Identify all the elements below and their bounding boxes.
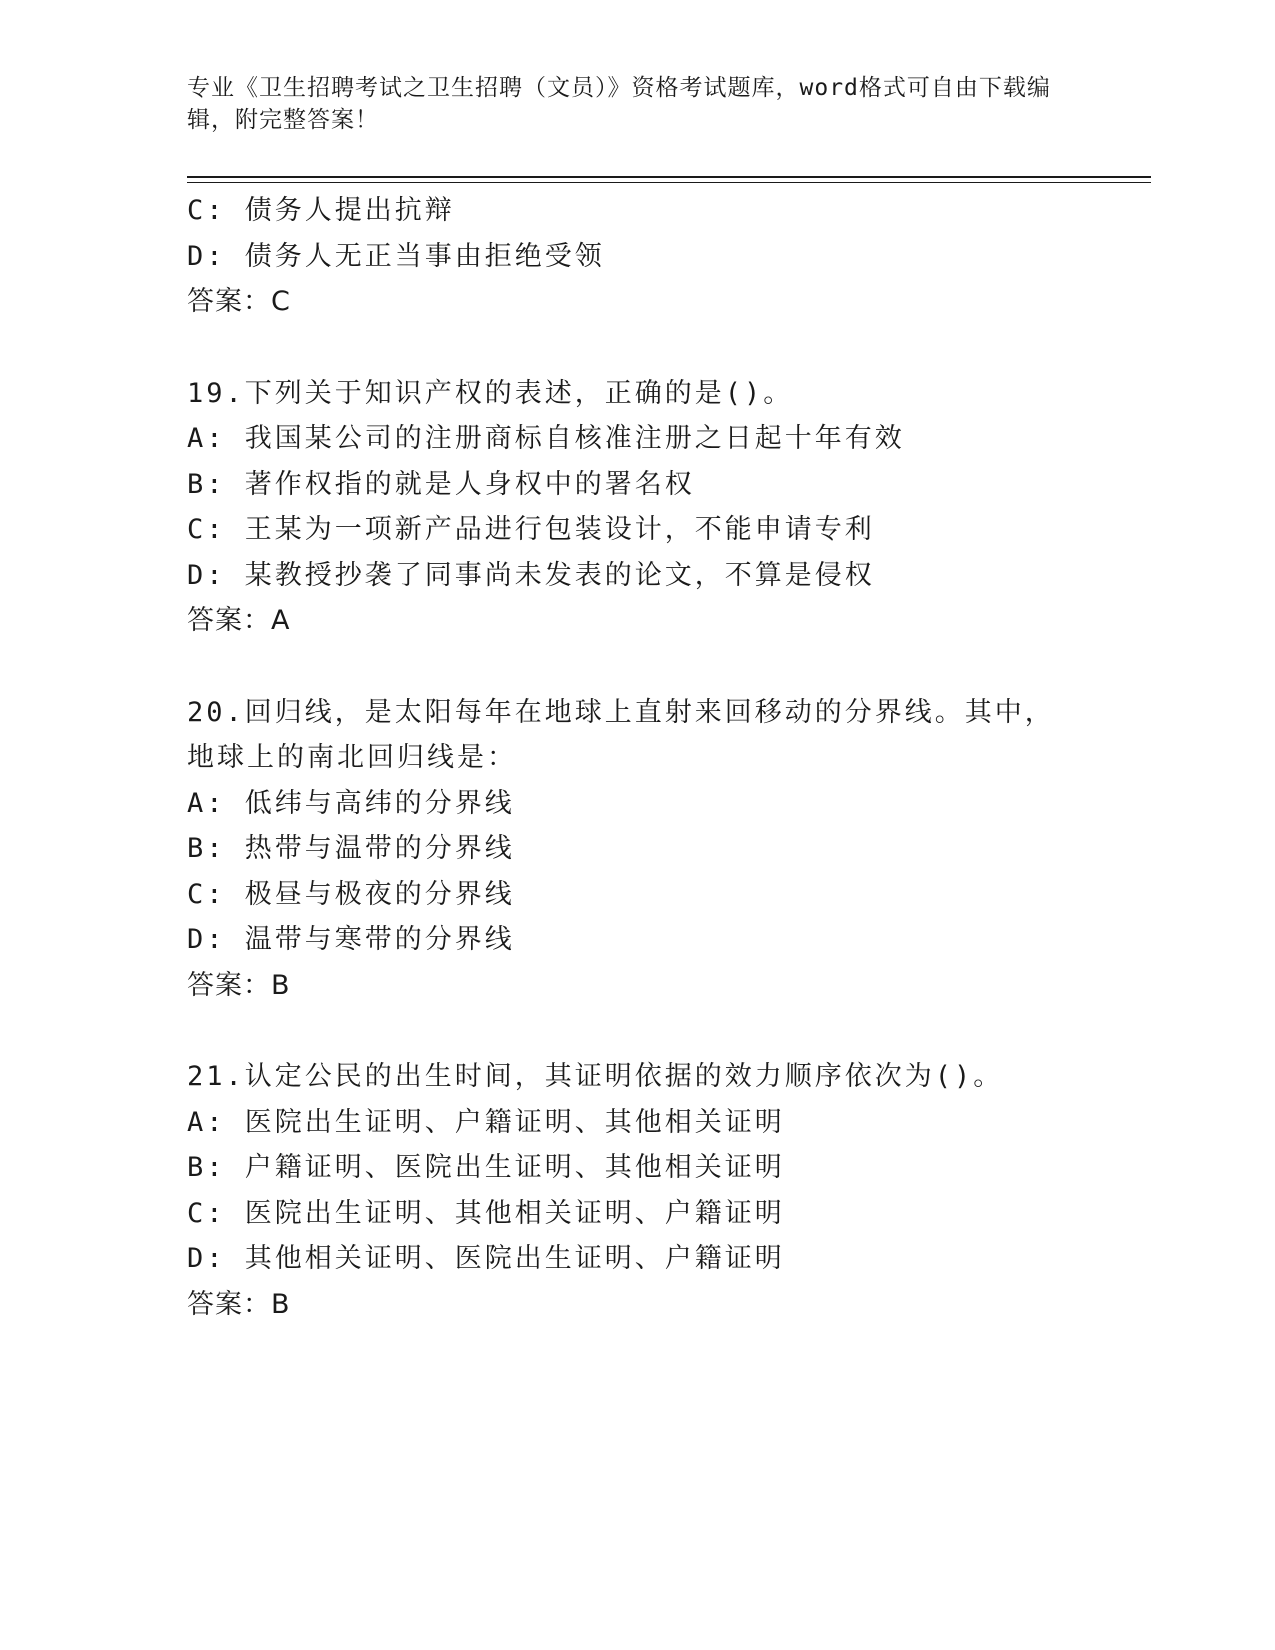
question-block-19	[187, 371, 1087, 644]
option-d: D: 某教授抄袭了同事尚未发表的论文，不算是侵权	[187, 559, 875, 591]
option-b: B: 热带与温带的分界线	[187, 833, 515, 864]
question-stem: 21.认定公民的出生时间，其证明依据的效力顺序依次为()。	[187, 1061, 1004, 1092]
option-b: B: 著作权指的就是人身权中的署名权	[187, 468, 695, 500]
option-b: B: 户籍证明、医院出生证明、其他相关证明	[187, 1152, 785, 1183]
header-divider	[187, 176, 1151, 178]
question-block-20	[187, 690, 1087, 1009]
option-c: C: 债务人提出抗辩	[187, 195, 455, 226]
option-c: C: 极昼与极夜的分界线	[187, 878, 515, 910]
page-header: 专业《卫生招聘考试之卫生招聘（文员）》资格考试题库，word格式可自由下载编辑，附完整答案！	[187, 75, 1051, 133]
answer-line: 答案：C	[187, 286, 291, 317]
question-block-21	[187, 1054, 1087, 1327]
option-a: A: 低纬与高纬的分界线	[187, 787, 515, 819]
option-d: D: 温带与寒带的分界线	[187, 924, 515, 955]
answer-line: 答案：A	[187, 605, 291, 636]
question-stem: 20.回归线，是太阳每年在地球上直射来回移动的分界线。其中，地球上的南北回归线是：	[187, 696, 1055, 773]
question-block-continued	[187, 188, 1087, 325]
question-list	[187, 188, 1087, 1327]
answer-line: 答案：B	[187, 969, 291, 1001]
option-c: C: 王某为一项新产品进行包装设计，不能申请专利	[187, 514, 875, 545]
option-a: A: 我国某公司的注册商标自核准注册之日起十年有效	[187, 423, 905, 454]
option-d: D: 债务人无正当事由拒绝受领	[187, 240, 605, 272]
answer-line: 答案：B	[187, 1288, 291, 1320]
question-stem: 19.下列关于知识产权的表述，正确的是()。	[187, 377, 794, 409]
option-a: A: 医院出生证明、户籍证明、其他相关证明	[187, 1106, 785, 1138]
header-divider-thin	[187, 182, 1151, 183]
option-d: D: 其他相关证明、医院出生证明、户籍证明	[187, 1243, 785, 1274]
option-c: C: 医院出生证明、其他相关证明、户籍证明	[187, 1197, 785, 1229]
